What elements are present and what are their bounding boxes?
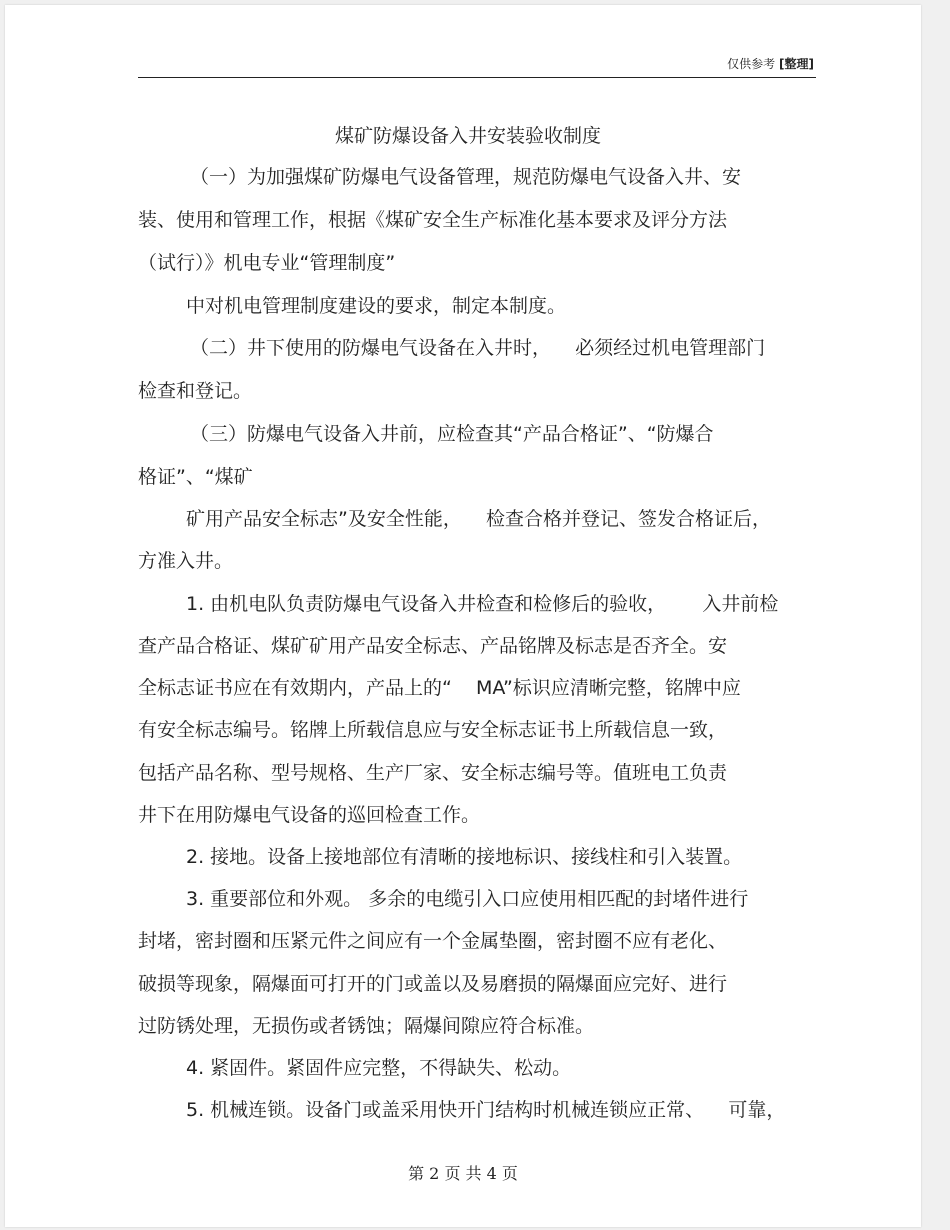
body-line: 有安全标志编号。铭牌上所载信息应与安全标志证书上所载信息一致，	[138, 719, 728, 741]
body-line: 装、使用和管理工作，根据《煤矿安全生产标准化基本要求及评分方法	[138, 209, 728, 231]
header-bracket: [整理]	[779, 57, 814, 71]
document-page	[5, 5, 921, 1227]
body-line: （一）为加强煤矿防爆电气设备管理，规范防爆电气设备入井、安	[190, 166, 742, 188]
body-line: 检查和登记。	[138, 380, 253, 402]
body-line: 方准入井。	[138, 550, 234, 572]
body-line: 井下在用防爆电气设备的巡回检查工作。	[138, 804, 481, 826]
body-line: 包括产品名称、型号规格、生产厂家、安全标志编号等。值班电工负责	[138, 762, 728, 784]
body-line: 封堵，密封圈和压紧元件之间应有一个金属垫圈，密封圈不应有老化、	[138, 930, 728, 952]
body-line: 矿用产品安全标志”及安全性能， 检查合格并登记、签发合格证后，	[186, 508, 772, 530]
body-line: 中对机电管理制度建设的要求，制定本制度。	[186, 295, 567, 317]
body-line: 破损等现象，隔爆面可打开的门或盖以及易磨损的隔爆面应完好、进行	[138, 973, 728, 995]
header-rule	[138, 77, 816, 78]
document-title: 煤矿防爆设备入井安装验收制度	[334, 125, 601, 147]
page-number: 第 2 页 共 4 页	[408, 1164, 518, 1183]
body-line: （三）防爆电气设备入井前，应检查其“产品合格证”、“防爆合	[190, 423, 714, 445]
body-line: 5. 机械连锁。设备门或盖采用快开门结构时机械连锁应正常、 可靠，	[186, 1099, 786, 1121]
body-line: 3. 重要部位和外观。 多余的电缆引入口应使用相匹配的封堵件进行	[186, 888, 749, 910]
body-line: （二）井下使用的防爆电气设备在入井时， 必须经过机电管理部门	[190, 337, 766, 359]
body-line: 全标志证书应在有效期内，产品上的“ MA”标识应清晰完整，铭牌中应	[138, 677, 741, 699]
body-line: 2. 接地。设备上接地部位有清晰的接地标识、接线柱和引入装置。	[186, 846, 743, 868]
body-line: 查产品合格证、煤矿矿用产品安全标志、产品铭牌及标志是否齐全。安	[138, 635, 728, 657]
body-line: 过防锈处理，无损伤或者锈蚀；隔爆间隙应符合标准。	[138, 1015, 595, 1037]
body-line: 格证”、“煤矿	[138, 466, 253, 488]
page-header	[138, 55, 814, 73]
body-line: （试行）》机电专业“管理制度”	[138, 252, 396, 274]
header-text: 仅供参考	[727, 57, 776, 71]
body-line: 4. 紧固件。紧固件应完整，不得缺失、松动。	[186, 1057, 572, 1079]
body-line: 1. 由机电队负责防爆电气设备入井检查和检修后的验收， 入井前检	[186, 593, 779, 615]
